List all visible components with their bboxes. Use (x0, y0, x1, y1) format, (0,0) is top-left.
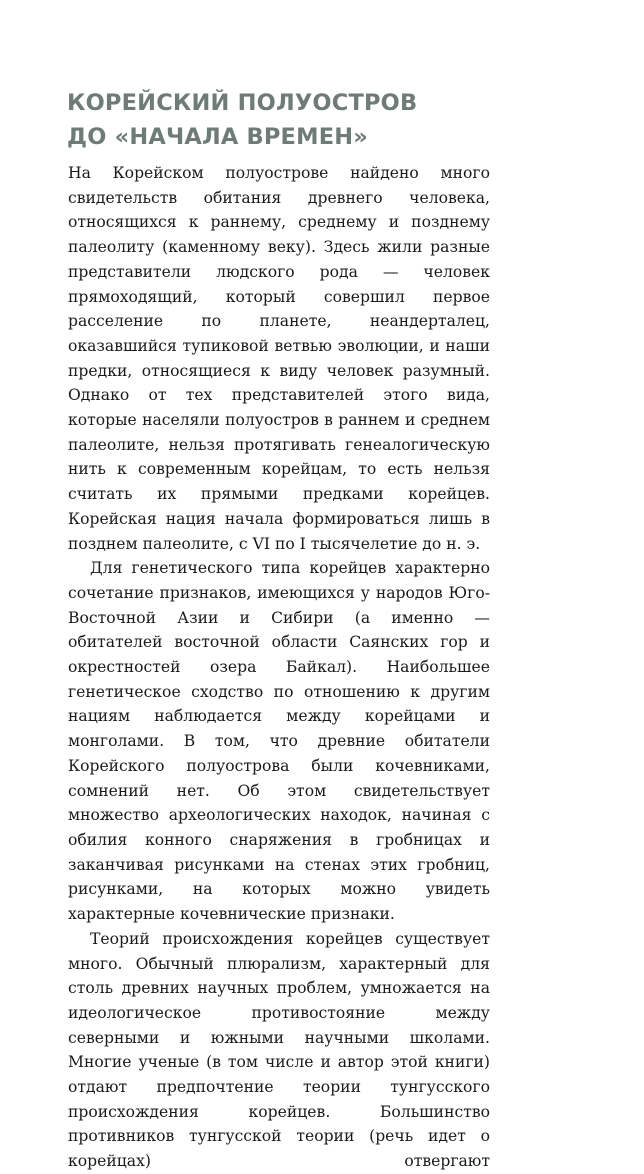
paragraph-2: Для генетического типа корейцев характерно сочетание признаков, имеющихся у народов Юго-Восточной Азии и Сибири (а именно — обитателей восточной области Саянских гор и окрестностей озера Байкал). Наибольшее генетическое сходство по отношению к другим нациям наблюдается между корейцами и монголами. В том, что древние обитатели Корейского полуострова были кочевниками, сомнений нет. Об этом свидетельствует множество археологических находок, начиная с обилия конного снаряжения в гробницах и заканчивая рисунками на стенах этих гробниц, рисунками, на которых можно увидеть характерные кочевнические признаки. (68, 559, 490, 924)
paragraph-1: На Корейском полуострове найдено много свидетельств обитания древнего человека, относящихся к раннему, среднему и позднему палеолиту (каменному веку). Здесь жили разные представители людского рода — человек прямоходящий, который совершил первое расселение по планете, неандерталец, оказавшийся тупиковой ветвью эволюции, и наши предки, относящиеся к виду человек разумный. Однако от тех представителей этого вида, которые населяли полуостров в раннем и среднем палеолите, нельзя протягивать генеалогическую нить к современным корейцам, то есть нельзя считать их прямыми предками корейцев. Корейская нация начала формироваться лишь в позднем палеолите, с VI по I тысячелетие до н. э. (68, 164, 490, 553)
paragraph-3: Теорий происхождения корейцев существует много. Обычный плюрализм, характерный для столь древних научных проблем, умножается на идеологическое противостояние между северными и южными научными школами. Многие ученые (в том числе и автор этой книги) отдают предпочтение теории тунгусского происхождения корейцев. Большинство противников тунгусской теории (речь идет о корейцах) отвергают (68, 929, 490, 1171)
chapter-title (67, 86, 567, 154)
chapter-title-line-1: КОРЕЙСКИЙ ПОЛУОСТРОВ (67, 90, 418, 116)
body-text (68, 161, 490, 1174)
chapter-title-line-2: ДО «НАЧАЛА ВРЕМЕН» (67, 124, 369, 150)
